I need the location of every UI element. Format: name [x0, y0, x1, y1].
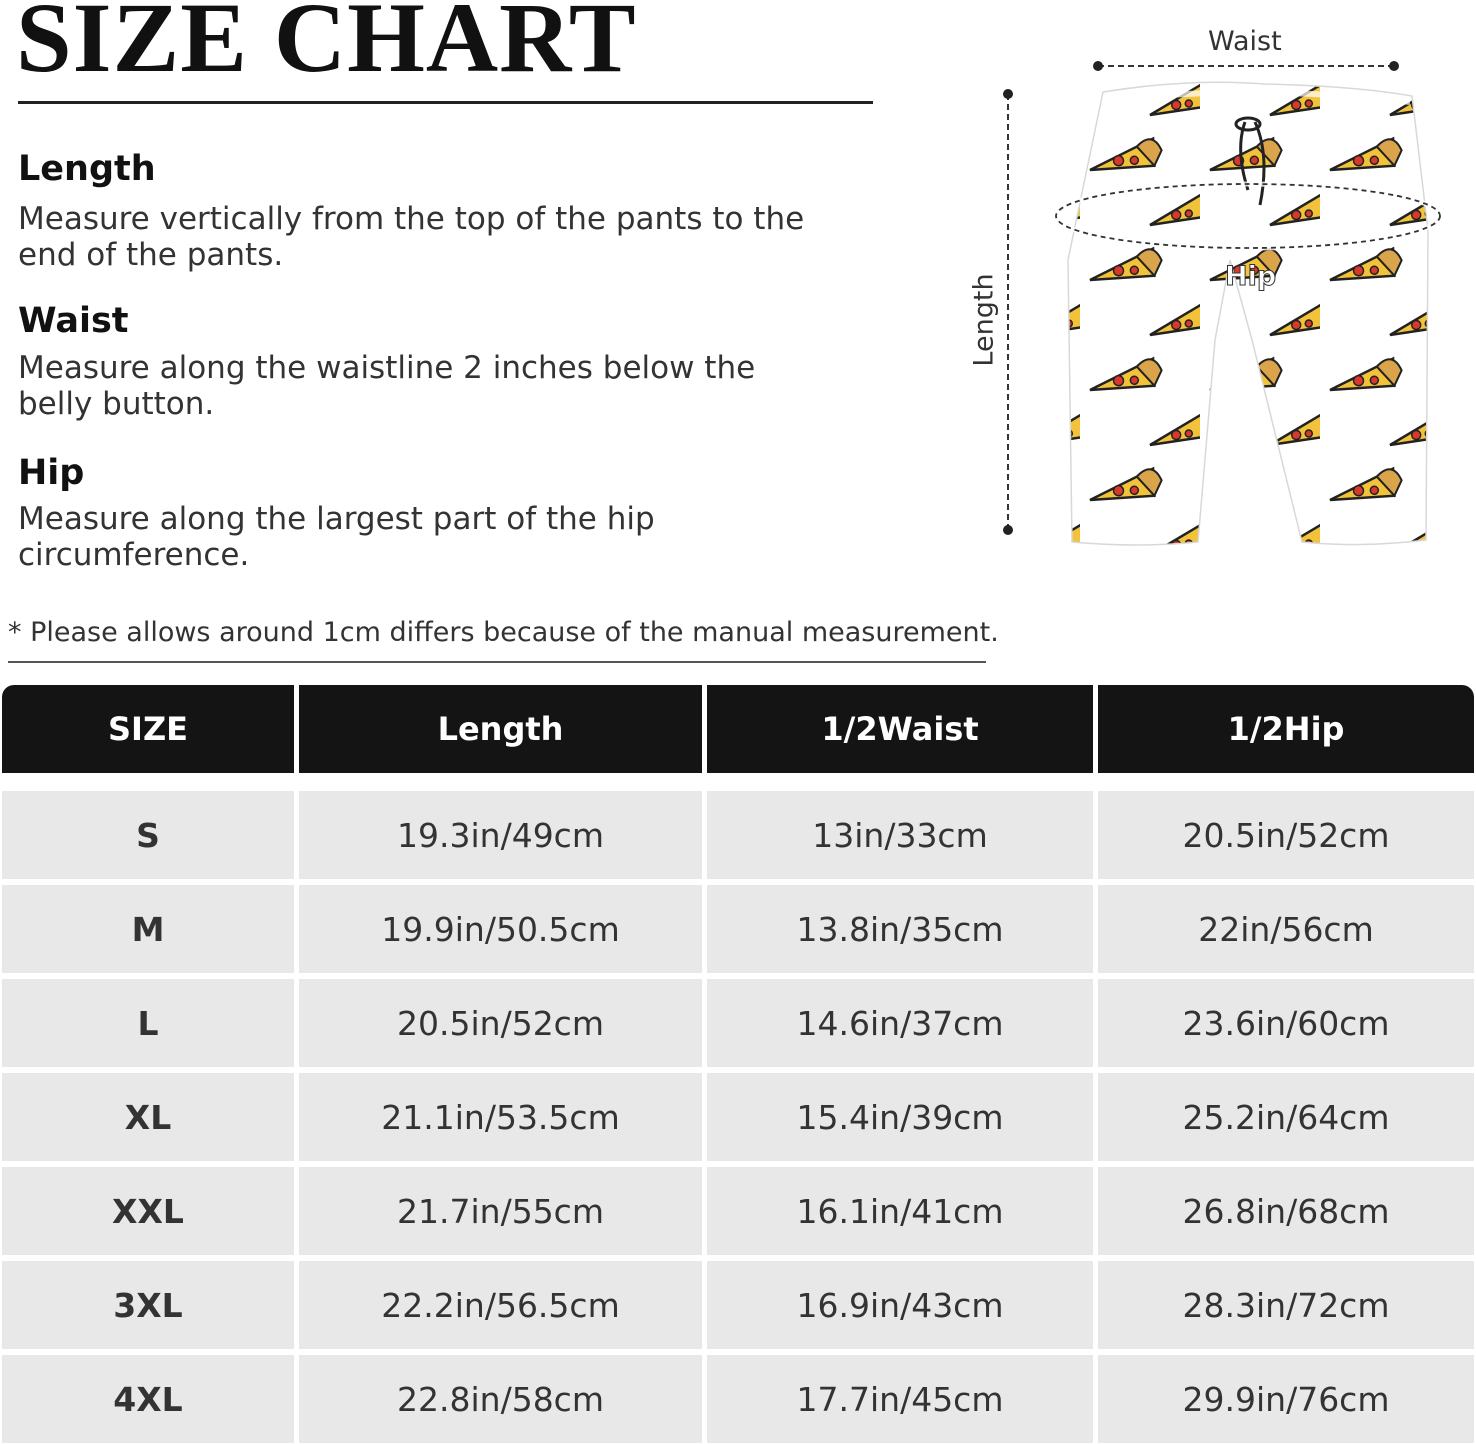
header-length: Length: [299, 685, 702, 773]
half-waist-cell: 16.1in/41cm: [707, 1167, 1093, 1255]
half-waist-cell: 14.6in/37cm: [707, 979, 1093, 1067]
table-row: [2, 791, 1474, 879]
size-cell: L: [2, 979, 294, 1067]
length-cell: 20.5in/52cm: [299, 979, 702, 1067]
length-heading: Length: [18, 149, 156, 189]
length-cell: 19.3in/49cm: [299, 791, 702, 879]
half-hip-cell: 28.3in/72cm: [1098, 1261, 1474, 1349]
half-hip-cell: 29.9in/76cm: [1098, 1355, 1474, 1443]
table-row: [2, 885, 1474, 973]
table-row: [2, 979, 1474, 1067]
waist-description: Measure along the waistline 2 inches below the belly button.: [18, 350, 756, 422]
header-half-waist: 1/2Waist: [707, 685, 1093, 773]
waist-label: Waist: [1208, 26, 1282, 57]
size-cell: M: [2, 885, 294, 973]
half-hip-cell: 25.2in/64cm: [1098, 1073, 1474, 1161]
length-cell: 22.2in/56.5cm: [299, 1261, 702, 1349]
note-divider: [8, 661, 986, 663]
header-half-hip: 1/2Hip: [1098, 685, 1474, 773]
waist-heading: Waist: [18, 301, 129, 341]
half-waist-cell: 17.7in/45cm: [707, 1355, 1093, 1443]
title-divider: [18, 101, 873, 104]
half-waist-cell: 13in/33cm: [707, 791, 1093, 879]
table-row: [2, 1261, 1474, 1349]
length-label: Length: [968, 273, 1000, 367]
half-waist-cell: 16.9in/43cm: [707, 1261, 1093, 1349]
shorts-measurement-figure: [960, 20, 1460, 560]
hip-heading: Hip: [18, 453, 85, 493]
half-hip-cell: 26.8in/68cm: [1098, 1167, 1474, 1255]
length-cell: 19.9in/50.5cm: [299, 885, 702, 973]
size-cell: XXL: [2, 1167, 294, 1255]
length-description: Measure vertically from the top of the pants to the end of the pants.: [18, 201, 805, 273]
size-cell: 4XL: [2, 1355, 294, 1443]
length-cell: 21.7in/55cm: [299, 1167, 702, 1255]
size-cell: S: [2, 791, 294, 879]
table-header-row: [2, 685, 1474, 773]
table-row: [2, 1355, 1474, 1443]
half-hip-cell: 23.6in/60cm: [1098, 979, 1474, 1067]
half-waist-cell: 15.4in/39cm: [707, 1073, 1093, 1161]
hip-label: Hip: [1225, 261, 1277, 292]
page-title: SIZE CHART: [16, 0, 637, 93]
hip-description: Measure along the largest part of the hip circumference.: [18, 501, 655, 573]
size-cell: 3XL: [2, 1261, 294, 1349]
measurement-note: * Please allows around 1cm differs because of the manual measurement.: [8, 617, 999, 648]
table-row: [2, 1167, 1474, 1255]
header-size: SIZE: [2, 685, 294, 773]
half-waist-cell: 13.8in/35cm: [707, 885, 1093, 973]
length-cell: 21.1in/53.5cm: [299, 1073, 702, 1161]
table-row: [2, 1073, 1474, 1161]
length-cell: 22.8in/58cm: [299, 1355, 702, 1443]
half-hip-cell: 20.5in/52cm: [1098, 791, 1474, 879]
size-cell: XL: [2, 1073, 294, 1161]
half-hip-cell: 22in/56cm: [1098, 885, 1474, 973]
shorts-illustration: [1068, 82, 1428, 545]
